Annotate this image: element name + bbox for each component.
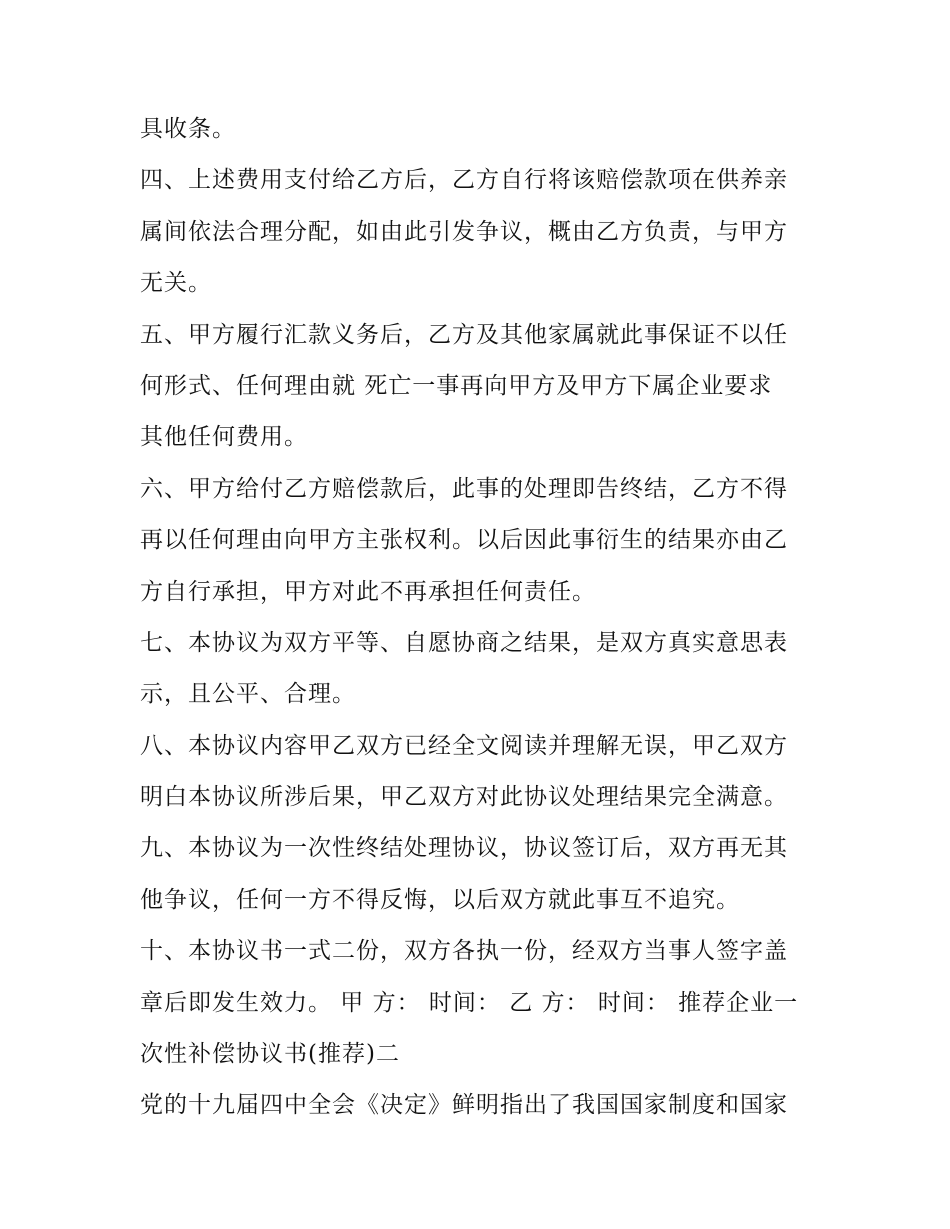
text-line: 次性补偿协议书(推荐)二 bbox=[140, 1041, 400, 1068]
text-line: 他争议，任何一方不得反悔，以后双方就此事互不追究。 bbox=[140, 886, 740, 913]
text-line: 何形式、任何理由就 死亡一事再向甲方及甲方下属企业要求 bbox=[140, 372, 773, 399]
text-line: 九、本协议为一次性终结处理协议，协议签订后，双方再无其 bbox=[140, 835, 788, 862]
text-line: 四、上述费用支付给乙方后，乙方自行将该赔偿款项在供养亲 bbox=[140, 167, 788, 194]
text-line: 其他任何费用。 bbox=[140, 424, 308, 451]
text-line: 属间依法合理分配，如由此引发争议，概由乙方负责，与甲方 bbox=[140, 218, 788, 245]
text-line: 八、本协议内容甲乙双方已经全文阅读并理解无误，甲乙双方 bbox=[140, 732, 788, 759]
document-body bbox=[140, 104, 830, 1132]
text-line: 再以任何理由向甲方主张权利。以后因此事衍生的结果亦由乙 bbox=[140, 527, 788, 554]
text-line: 示，且公平、合理。 bbox=[140, 681, 356, 708]
text-line: 方自行承担，甲方对此不再承担任何责任。 bbox=[140, 578, 596, 605]
text-line: 六、甲方给付乙方赔偿款后，此事的处理即告终结，乙方不得 bbox=[140, 475, 788, 502]
text-line: 无关。 bbox=[140, 270, 212, 297]
text-line: 明白本协议所涉后果，甲乙双方对此协议处理结果完全满意。 bbox=[140, 784, 788, 811]
text-line: 十、本协议书一式二份，双方各执一份，经双方当事人签字盖 bbox=[140, 938, 788, 965]
text-line: 章后即发生效力。 甲 方： 时间： 乙 方： 时间： 推荐企业一 bbox=[140, 989, 799, 1016]
text-line: 党的十九届四中全会《决定》鲜明指出了我国国家制度和国家 bbox=[140, 1092, 788, 1119]
text-line: 五、甲方履行汇款义务后，乙方及其他家属就此事保证不以任 bbox=[140, 321, 788, 348]
text-line: 七、本协议为双方平等、自愿协商之结果，是双方真实意思表 bbox=[140, 629, 788, 656]
text-line: 具收条。 bbox=[140, 116, 236, 142]
